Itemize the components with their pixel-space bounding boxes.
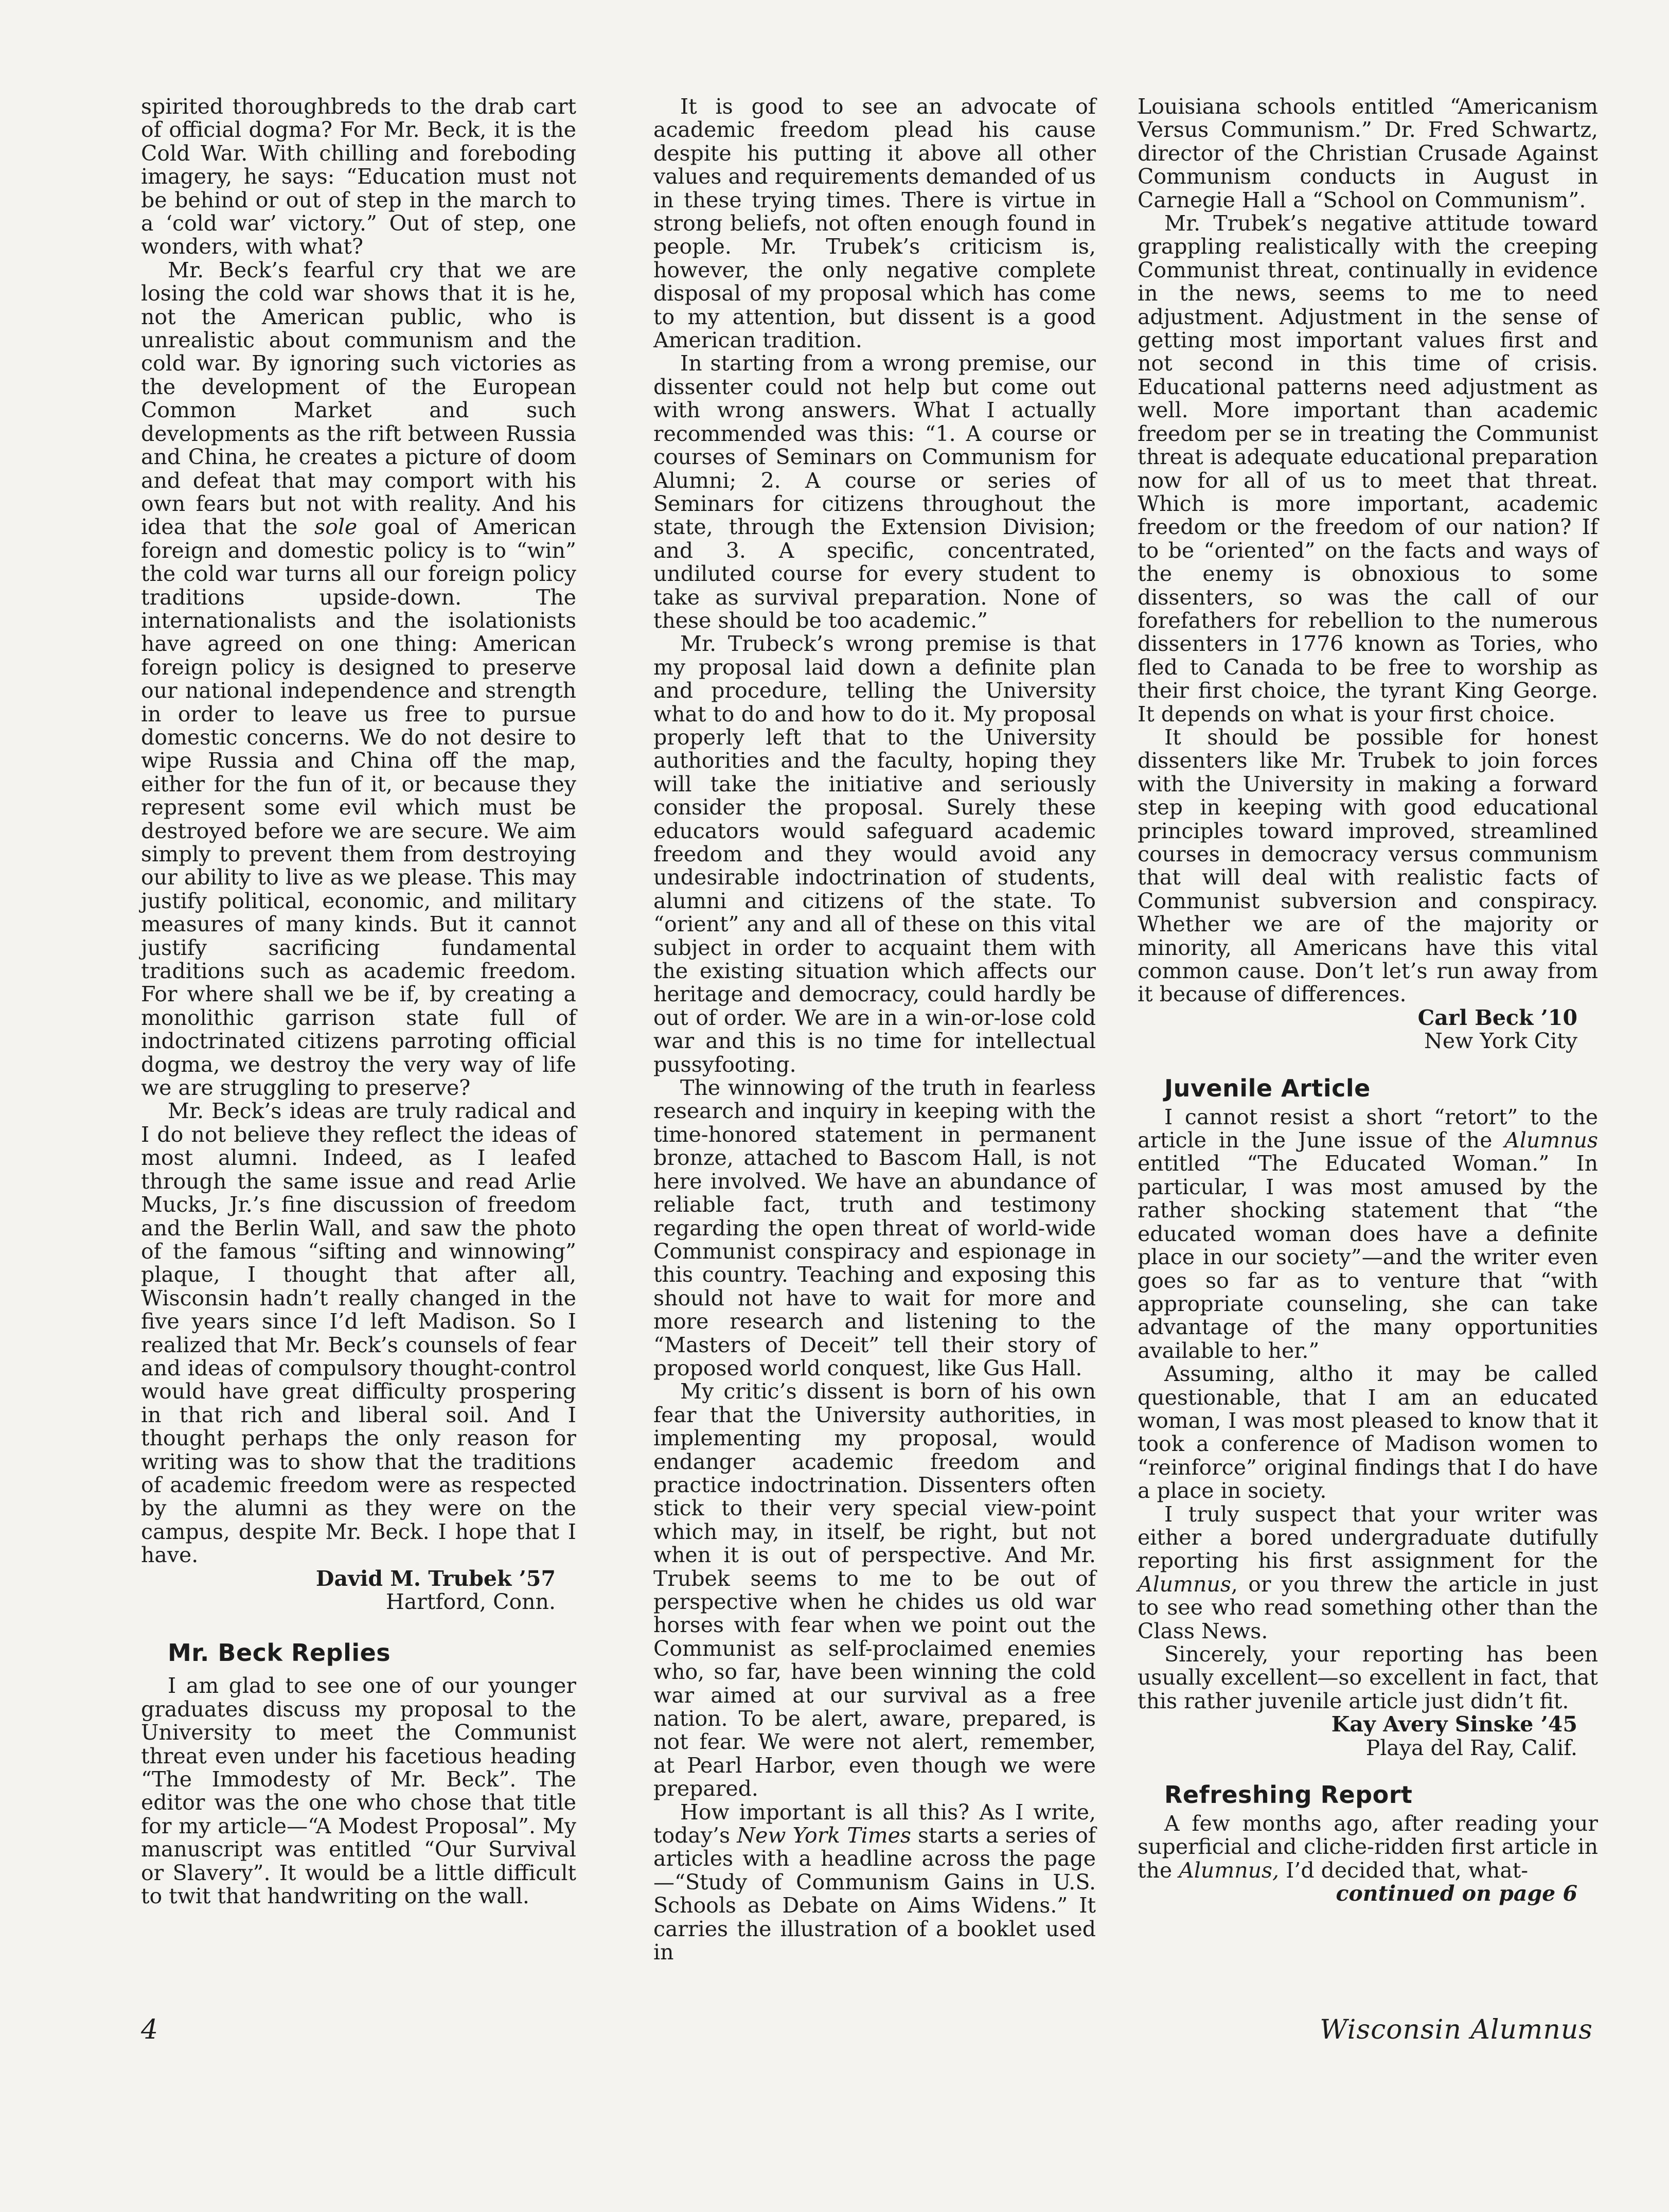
paragraph: Louisiana schools entitled “Americanism Versus Communism.” Dr. Fred Schwartz, director of the Christian Crusade Against Communism conducts in August in Carnegie Hall a “School on Communism”. [1138,94,1598,213]
paragraph: I am glad to see one of our younger graduates discuss my proposal to the University to meet the Communist threat even under his facetious heading “The Immodesty of Mr. Beck”. The editor was the one who chose that title for my article—“A Modest Proposal”. My manuscript was entitled “Our Survival or Slavery”. It would be a little difficult to twit that handwriting on the wall. [141,1673,576,1909]
paragraph: spirited thoroughbreds to the drab cart of official dogma? For Mr. Beck, it is the Cold War. With chilling and foreboding imagery, he says: “Education must not be behind or out of step in the march to a ‘cold war’ victory.” Out of step, one wonders, with what? [141,94,576,259]
paragraph: A few months ago, after reading your superficial and cliche-ridden first article in the Alumnus, I’d decided that, what- [1138,1811,1598,1883]
paragraph: Mr. Beck’s ideas are truly radical and I do not believe they reflect the ideas of most alumni. Indeed, as I leafed through the same issue and read Arlie Mucks, Jr.’s fine discussion of freedom and the Berlin Wall, and saw the photo of the famous “sifting and winnowing” plaque, I thought that after all, Wisconsin hadn’t really changed in the five years since I’d left Madison. So I realized that Mr. Beck’s counsels of fear and ideas of compulsory thought-control would have great difficulty prospering in that rich and liberal soil. And I thought perhaps the only reason for writing was to show that the traditions of academic freedom were as respected by the alumni as they were on the campus, despite Mr. Beck. I hope that I have. [141,1099,576,1568]
publication-name: Wisconsin Alumnus [1320,2014,1593,2045]
paragraph: Assuming, altho it may be called questionable, that I am an educated woman, I was most pleased to know that it took a conference of Madison women to “reinforce” original findings that I do have a place in society. [1138,1361,1598,1503]
page-number: 4 [141,2014,158,2045]
location-trubek: Hartford, Conn. [386,1589,556,1614]
paragraph: Mr. Beck’s fearful cry that we are losing the cold war shows that it is he, not the American public, who is unrealistic about communism and the cold war. By ignoring such victories as the development of the European Common Market and such developments as the rift between Russia and China, he creates a picture of doom and defeat that may comport with his own fears but not with reality. And his idea that the sole goal of American foreign and domestic policy is to “win” the cold war turns all our foreign policy traditions upside-down. The internationalists and the isolationists have agreed on one thing: American foreign policy is designed to preserve our national independence and strength in order to leave us free to pursue domestic concerns. We do not desire to wipe Russia and China off the map, either for the fun of it, or because they represent some evil which must be destroyed before we are secure. We aim simply to prevent them from destroying our ability to live as we please. This may justify political, economic, and military measures of many kinds. But it cannot justify sacrificing fundamental traditions such as academic freedom. For where shall we be if, by creating a monolithic garrison state full of indoctrinated citizens parroting official dogma, we destroy the very way of life we are struggling to preserve? [141,257,576,1101]
location-beck: New York City [1424,1029,1577,1054]
heading-juvenile-article: Juvenile Article [1164,1074,1371,1102]
column-3 [1138,95,1598,1906]
location-sinske: Playa del Ray, Calif. [1365,1735,1577,1760]
paragraph: It is good to see an advocate of academic freedom plead his cause despite his putting it above all other values and requirements demanded of us in these trying times. There is virtue in strong beliefs, not often enough found in people. Mr. Trubek’s criticism is, however, the only negative complete disposal of my proposal which has come to my attention, but dissent is a good American tradition. [653,94,1096,353]
paragraph: Mr. Trubeck’s wrong premise is that my proposal laid down a definite plan and procedure, telling the University what to do and how to do it. My proposal properly left that to the University authorities and the faculty, hoping they will take the initiative and seriously consider the proposal. Surely these educators would safeguard academic freedom and they would avoid any undesirable indoctrination of students, alumni and citizens of the state. To “orient” any and all of these on this vital subject in order to acquaint them with the existing situation which affects our heritage and democracy, could hardly be out of order. We are in a win-or-lose cold war and this is no time for intellectual pussyfooting. [653,631,1096,1077]
heading-mr-beck-replies: Mr. Beck Replies [168,1639,391,1667]
column-2 [653,95,1096,1965]
paragraph: Mr. Trubek’s negative attitude toward grappling realistically with the creeping Communist threat, continually in evidence in the news, seems to me to need adjustment. Adjustment in the sense of getting most important values first and not second in this time of crisis. Educational patterns need adjustment as well. More important than academic freedom per se in treating the Communist threat is adequate educational preparation now for all of us to meet that threat. Which is more important, academic freedom or the freedom of our nation? If to be “oriented” on the facts and ways of the enemy is obnoxious to some dissenters, so was the call of our forefathers for rebellion to the numerous dissenters in 1776 known as Tories, who fled to Canada to be free to worship as their first choice, the tyrant King George. It depends on what is your first choice. [1138,211,1598,727]
heading-refreshing-report: Refreshing Report [1164,1781,1413,1809]
paragraph: How important is all this? As I write, today’s New York Times starts a series of articles with a headline across the page—“Study of Communism Gains in U.S. Schools as Debate on Aims Widens.” It carries the illustration of a booklet used in [653,1799,1096,1965]
signature-trubek: David M. Trubek ’57 [315,1566,556,1591]
signature-sinske: Kay Avery Sinske ’45 [1331,1712,1577,1737]
paragraph: Sincerely, your reporting has been usually excellent—so excellent in fact, that this rather juvenile article just didn’t fit. [1138,1642,1598,1713]
paragraph: I truly suspect that your writer was either a bored undergraduate dutifully reporting his first assignment for the Alumnus, or you threw the article in just to see who read something other than the Class News. [1138,1501,1598,1643]
continued-note: continued on page 6 [1336,1881,1577,1906]
paragraph: I cannot resist a short “retort” to the article in the June issue of the Alumnus entitled “The Educated Woman.” In particular, I was most amused by the rather shocking statement that “the educated woman does have a definite place in our society”—and the writer even goes so far as to venture that “with appropriate counseling, she can take advantage of the many opportunities available to her.” [1138,1104,1598,1363]
column-1 [141,95,576,1908]
paragraph: My critic’s dissent is born of his own fear that the University authorities, in implementing my proposal, would endanger academic freedom and practice indoctrination. Dissenters often stick to their very special view-point which may, in itself, be right, but not when it is out of perspective. And Mr. Trubek seems to me to be out of perspective when he chides us old war horses with fear when we point out the Communist as self-proclaimed enemies who, so far, have been winning the cold war aimed at our survival as a free nation. To be alert, aware, prepared, is not fear. We were not alert, remember, at Pearl Harbor, even though we were prepared. [653,1379,1096,1801]
paragraph: The winnowing of the truth in fearless research and inquiry in keeping with the time-honored statement in permanent bronze, attached to Bascom Hall, is not here involved. We have an abundance of reliable fact, truth and testimony regarding the open threat of world-wide Communist conspiracy and espionage in this country. Teaching and exposing this should not have to wait for more and more research and listening to the “Masters of Deceit” tell their story of proposed world conquest, like Gus Hall. [653,1075,1096,1381]
signature-beck: Carl Beck ’10 [1417,1005,1577,1030]
paragraph: In starting from a wrong premise, our dissenter could not help but come out with wrong answers. What I actually recommended was this: “1. A course or courses of Seminars on Communism for Alumni; 2. A course or series of Seminars for citizens throughout the state, through the Extension Division; and 3. A specific, concentrated, undiluted course for every student to take as survival preparation. None of these should be too academic.” [653,351,1096,633]
paragraph: It should be possible for honest dissenters like Mr. Trubek to join forces with the University in making a forward step in keeping with good educational principles toward improved, streamlined courses in democracy versus communism that will deal with realistic facts of Communist subversion and conspiracy. Whether we are of the majority or minority, all Americans have this vital common cause. Don’t let’s run away from it because of differences. [1138,724,1598,1007]
